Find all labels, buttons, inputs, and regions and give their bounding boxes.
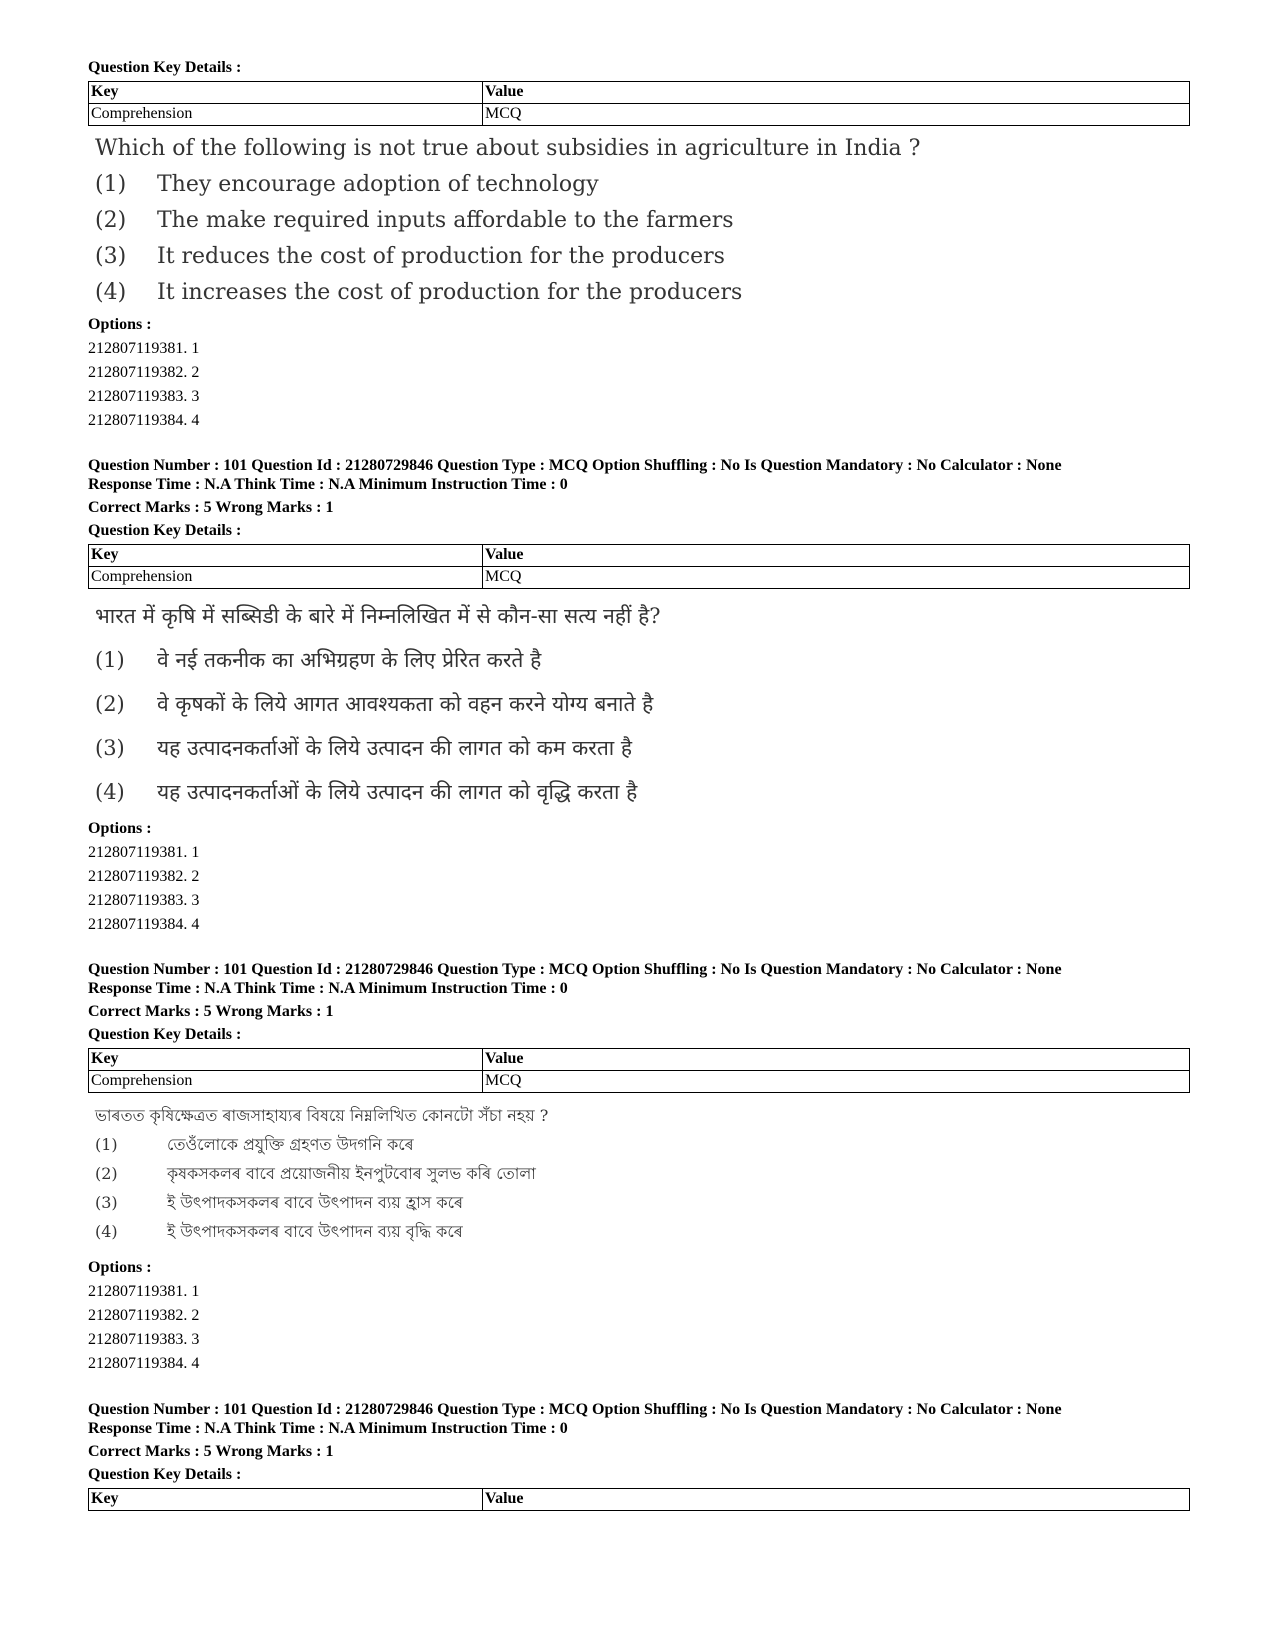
option-id: 212807119383. 3: [88, 1331, 200, 1348]
table-cell-value: MCQ: [483, 1071, 1190, 1093]
table-header-value: Value: [483, 545, 1190, 567]
question-header-line2: Response Time : N.A Think Time : N.A Minimum Instruction Time : 0: [88, 476, 568, 493]
question-option: [95, 646, 661, 690]
option-number: (1): [95, 648, 125, 672]
table-cell-value: MCQ: [483, 104, 1190, 126]
table-cell-value: MCQ: [483, 567, 1190, 589]
table-cell-key: Comprehension: [89, 567, 483, 589]
question-header-line1: Question Number : 101 Question Id : 21280729846 Question Type : MCQ Option Shuffling : No Is Question Mandatory : No Calculator : None: [88, 1401, 1062, 1418]
table-header-value: Value: [483, 1489, 1190, 1511]
option-text: It reduces the cost of production for the producers: [157, 244, 725, 269]
table-header-key: Key: [89, 1489, 483, 1511]
key-details-label: Question Key Details :: [88, 522, 242, 539]
option-text: The make required inputs affordable to the farmers: [157, 208, 734, 233]
options-list: [88, 1256, 199, 1376]
option-id: 212807119381. 1: [88, 844, 200, 861]
question-text: Which of the following is not true about subsidies in agriculture in India ?: [95, 136, 921, 161]
question-option: [95, 1132, 548, 1161]
table-header-key: Key: [89, 82, 483, 104]
option-number: (4): [95, 1222, 118, 1241]
table-header-value: Value: [483, 82, 1190, 104]
option-id: 212807119382. 2: [88, 1307, 200, 1324]
options-list: [88, 817, 199, 937]
question-option: [95, 1219, 548, 1248]
option-id: 212807119384. 4: [88, 412, 200, 429]
option-id: 212807119383. 3: [88, 388, 200, 405]
option-number: (3): [95, 1193, 118, 1212]
marks-line: Correct Marks : 5 Wrong Marks : 1: [88, 499, 334, 516]
question-header-line1: Question Number : 101 Question Id : 21280729846 Question Type : MCQ Option Shuffling : No Is Question Mandatory : No Calculator : None: [88, 961, 1062, 978]
question-header-line2: Response Time : N.A Think Time : N.A Minimum Instruction Time : 0: [88, 980, 568, 997]
question-text: भारत में कृषि में सब्सिडी के बारे में निम्नलिखित में से कौन-सा सत्य नहीं है?: [95, 604, 661, 628]
option-text: वे कृषकों के लिये आगत आवश्यकता को वहन करने योग्य बनाते है: [157, 692, 654, 716]
table-header-value: Value: [483, 1049, 1190, 1071]
option-text: They encourage adoption of technology: [157, 172, 599, 197]
question-option: [95, 208, 920, 244]
marks-line: Correct Marks : 5 Wrong Marks : 1: [88, 1003, 334, 1020]
key-value-table: [88, 1488, 1190, 1511]
question-option: [95, 172, 920, 208]
option-text: ই উৎপাদকসকলৰ বাবে উৎপাদন ব্যয় হ্ৰাস কৰে: [167, 1193, 464, 1212]
question-option: [95, 1190, 548, 1219]
option-text: কৃষকসকলৰ বাবে প্ৰয়োজনীয় ইনপুটবোৰ সুলভ কৰি তোলা: [167, 1164, 536, 1183]
option-id: 212807119382. 2: [88, 868, 200, 885]
option-text: यह उत्पादनकर्ताओं के लिये उत्पादन की लागत को कम करता है: [157, 736, 633, 760]
question-header-line2: Response Time : N.A Think Time : N.A Minimum Instruction Time : 0: [88, 1420, 568, 1437]
option-id: 212807119383. 3: [88, 892, 200, 909]
key-details-label: Question Key Details :: [88, 1026, 242, 1043]
table-header-key: Key: [89, 1049, 483, 1071]
option-text: It increases the cost of production for the producers: [157, 280, 743, 305]
options-label: Options :: [88, 820, 152, 837]
option-number: (3): [95, 736, 125, 760]
options-label: Options :: [88, 1259, 152, 1276]
table-cell-key: Comprehension: [89, 104, 483, 126]
option-id: 212807119381. 1: [88, 1283, 200, 1300]
question-image-english: [95, 136, 920, 316]
question-option: [95, 280, 920, 316]
option-number: (4): [95, 780, 125, 804]
question-option: [95, 778, 661, 822]
question-text: ভাৰতত কৃষিক্ষেত্ৰত ৰাজসাহায্যৰ বিষয়ে নিম্নলিখিত কোনটো সঁচা নহয় ?: [95, 1106, 549, 1125]
key-details-label: Question Key Details :: [88, 59, 242, 76]
key-details-label: Question Key Details :: [88, 1466, 242, 1483]
option-number: (1): [95, 1135, 118, 1154]
option-id: 212807119384. 4: [88, 916, 200, 933]
question-option: [95, 1161, 548, 1190]
option-text: ই উৎপাদকসকলৰ বাবে উৎপাদন ব্যয় বৃদ্ধি কৰে: [167, 1222, 463, 1241]
question-option: [95, 734, 661, 778]
question-header-line1: Question Number : 101 Question Id : 21280729846 Question Type : MCQ Option Shuffling : No Is Question Mandatory : No Calculator : None: [88, 457, 1062, 474]
option-id: 212807119381. 1: [88, 340, 200, 357]
option-id: 212807119384. 4: [88, 1355, 200, 1372]
option-number: (2): [95, 1164, 118, 1183]
marks-line: Correct Marks : 5 Wrong Marks : 1: [88, 1443, 334, 1460]
option-text: वे नई तकनीक का अभिग्रहण के लिए प्रेरित करते है: [157, 648, 542, 672]
question-image-assamese: [95, 1103, 548, 1248]
key-value-table: [88, 544, 1190, 589]
option-number: (2): [95, 692, 125, 716]
option-number: (3): [95, 244, 127, 269]
question-option: [95, 690, 661, 734]
option-id: 212807119382. 2: [88, 364, 200, 381]
question-image-hindi: [95, 602, 661, 822]
option-number: (4): [95, 280, 127, 305]
table-header-key: Key: [89, 545, 483, 567]
question-option: [95, 244, 920, 280]
option-number: (2): [95, 208, 127, 233]
table-cell-key: Comprehension: [89, 1071, 483, 1093]
option-text: यह उत्पादनकर्ताओं के लिये उत्पादन की लागत को वृद्धि करता है: [157, 780, 638, 804]
key-value-table: [88, 1048, 1190, 1093]
options-list: [88, 313, 199, 433]
key-value-table: [88, 81, 1190, 126]
options-label: Options :: [88, 316, 152, 333]
option-number: (1): [95, 172, 127, 197]
option-text: তেওঁলোকে প্ৰযুক্তি গ্ৰহণত উদগনি কৰে: [167, 1135, 414, 1154]
